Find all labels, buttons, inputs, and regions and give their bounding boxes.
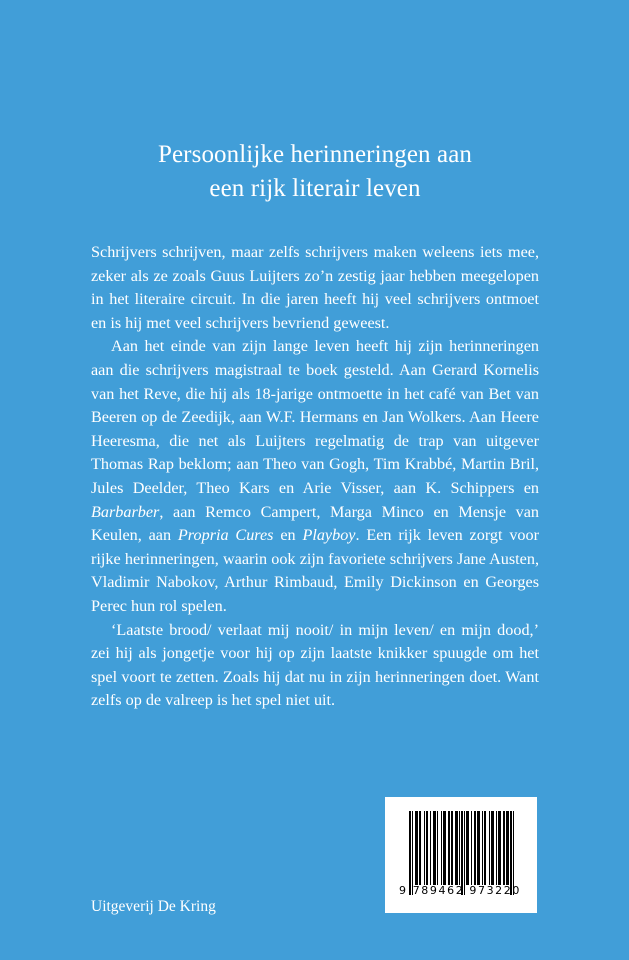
cover-title: [90, 138, 540, 206]
barcode-bars-icon: [409, 811, 521, 895]
isbn-digits: 9 789462 973220: [399, 884, 521, 897]
blurb-p2-text-g: . Een rijk leven zorgt voor rijke herinneringen, waarin ook zijn favoriete schrijvers Jane Austen, Vladimir Nabokov, Arthur Rimbaud, Emily Dickinson en Georges Perec hun rol spelen.: [91, 526, 540, 615]
blurb-paragraph-2: [91, 335, 539, 618]
title-playboy: Playboy: [302, 526, 356, 545]
blurb-paragraph-1: Schrijvers schrijven, maar zelfs schrijvers maken weleens iets mee, zeker als ze zoals Guus Luijters zo’n zestig jaar hebben meegelopen in het literaire circuit. In die jaren heeft hij veel schrijvers ontmoet en is hij met veel schrijvers bevriend geweest.: [91, 243, 539, 332]
title-line-2: een rijk literair leven: [209, 175, 421, 202]
title-barbarber: Barbarber: [91, 502, 160, 521]
publisher-name: Uitgeverij De Kring: [91, 898, 216, 915]
blurb-p2-text-e: en: [273, 526, 303, 545]
blurb-p2-text-c: , aan Remco Campert, Marga Minco en Mensje van Keulen, aan: [91, 502, 539, 545]
blurb-p2-text-a: Aan het einde van zijn lange leven heeft hij zijn herinneringen aan die schrijvers magistraal te boek gesteld. Aan Gerard Kornelis van het Reve, die hij als 18-jarige ontmoette in het café van Bet van Beeren op de Zeedijk, aan W.F. Hermans en Jan Wolkers. Aan Heere Heeresma, die net als Luijters regelmatig de trap van uitgever Thomas Rap beklom; aan Theo van Gogh, Tim Krabbé, Martin Bril, Jules Deelder, Theo Kars en Arie Visser, aan K. Schippers en: [91, 337, 539, 497]
blurb-paragraph-3: ‘Laatste brood/ verlaat mij nooit/ in mijn leven/ en mijn dood,’ zei hij als jongetje voor hij op zijn laatste knikker spuugde om het spel voort te zetten. Zoals hij dat nu in zijn herinneringen doet. Want zelfs op de valreep is het spel niet uit.: [91, 620, 539, 710]
blurb-text: [91, 241, 539, 713]
title-propria-cures: Propria Cures: [177, 526, 274, 545]
title-line-1: Persoonlijke herinneringen aan: [157, 141, 472, 168]
isbn-barcode: [385, 797, 537, 913]
